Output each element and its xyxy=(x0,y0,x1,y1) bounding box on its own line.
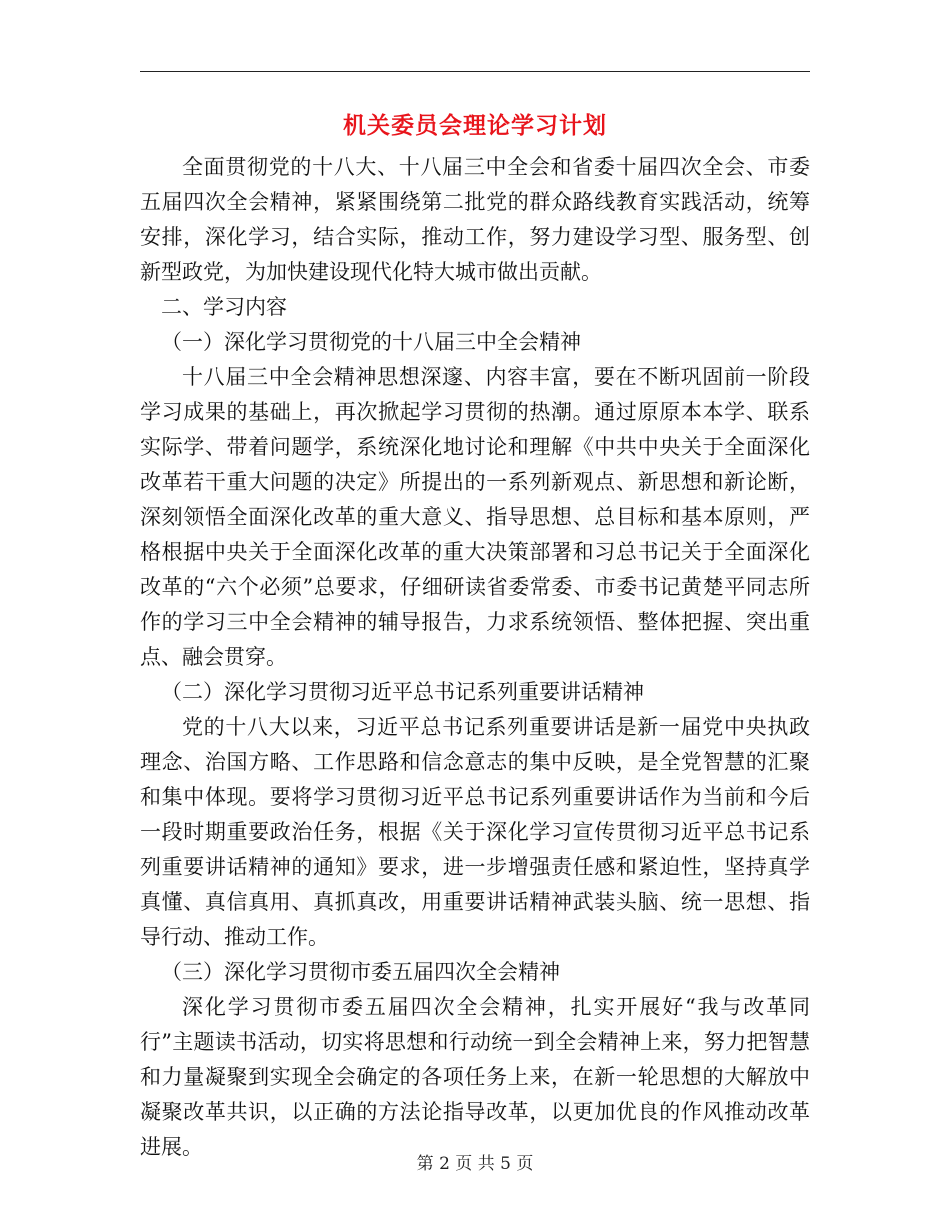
document-title: 机关委员会理论学习计划 xyxy=(343,113,607,139)
section-heading-study-content: 二、学习内容 xyxy=(161,295,287,319)
subheading-2: （二）深化学习贯彻习近平总书记系列重要讲话精神 xyxy=(161,680,644,704)
subheading-3: （三）深化学习贯彻市委五届四次全会精神 xyxy=(161,960,560,984)
page-number: 第 2 页 共 5 页 xyxy=(416,1154,534,1174)
paragraph-1: 十八届三中全会精神思想深邃、内容丰富，要在不断巩固前一阶段学习成果的基础上，再次掀起学习贯彻的热潮。通过原原本本学、联系实际学、带着问题学，系统深化地讨论和理解《中共中央关于全面深化改革若干重大问题的决定》所提出的一系列新观点、新思想和新论断，深刻领悟全面深化改革的重大意义、指导思想、总目标和基本原则，严格根据中央关于全面深化改革的重大决策部署和习总书记关于全面深化改革的“六个必须”总要求，仔细研读省委常委、市委书记黄楚平同志所作的学习三中全会精神的辅导报告，力求系统领悟、整体把握、突出重点、融会贯穿。 xyxy=(140,365,810,669)
subheading-1: （一）深化学习贯彻党的十八届三中全会精神 xyxy=(161,330,581,354)
intro-paragraph: 全面贯彻党的十八大、十八届三中全会和省委十届四次全会、市委五届四次全会精神，紧紧围绕第二批党的群众路线教育实践活动，统筹安排，深化学习，结合实际，推动工作，努力建设学习型、服务型、创新型政党，为加快建设现代化特大城市做出贡献。 xyxy=(140,155,810,284)
paragraph-3: 深化学习贯彻市委五届四次全会精神，扎实开展好“我与改革同行”主题读书活动，切实将思想和行动统一到全会精神上来，努力把智慧和力量凝聚到实现全会确定的各项任务上来，在新一轮思想的大解放中凝聚改革共识，以正确的方法论指导改革，以更加优良的作风推动改革进展。 xyxy=(140,995,810,1159)
header-rule xyxy=(140,71,810,72)
paragraph-2: 党的十八大以来，习近平总书记系列重要讲话是新一届党中央执政理念、治国方略、工作思路和信念意志的集中反映，是全党智慧的汇聚和集中体现。要将学习贯彻习近平总书记系列重要讲话作为当前和今后一段时期重要政治任务，根据《关于深化学习宣传贯彻习近平总书记系列重要讲话精神的通知》要求，进一步增强责任感和紧迫性，坚持真学真懂、真信真用、真抓真改，用重要讲话精神武装头脑、统一思想、指导行动、推动工作。 xyxy=(140,715,810,949)
document-body xyxy=(140,150,810,1165)
